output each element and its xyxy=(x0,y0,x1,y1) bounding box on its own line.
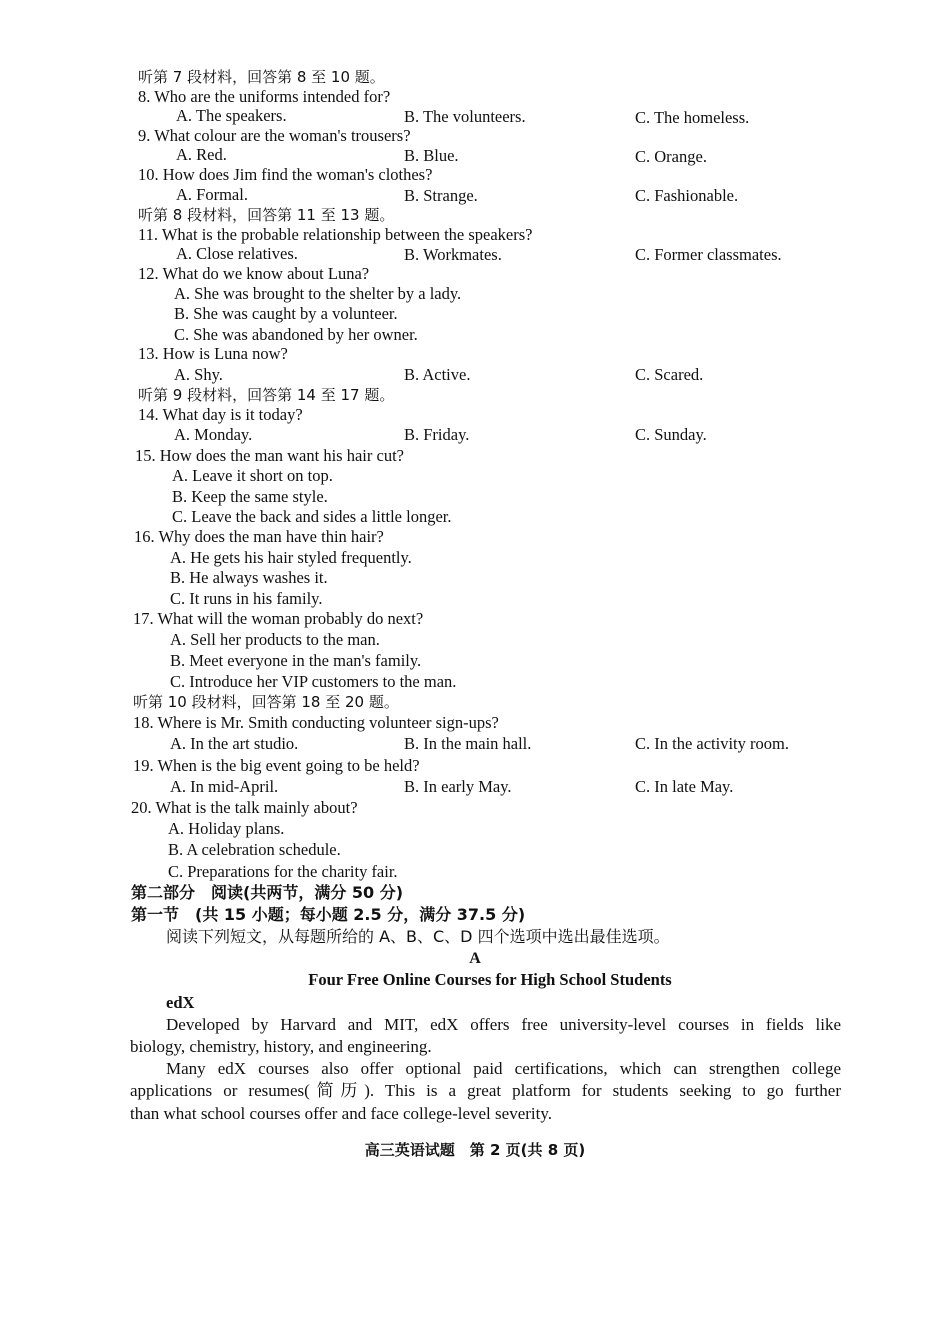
question-20-stem: 20. What is the talk mainly about? xyxy=(131,798,358,817)
passage-letter: A xyxy=(469,950,481,967)
question-15-option-b: B. Keep the same style. xyxy=(172,487,328,506)
question-10-option-c: C. Fashionable. xyxy=(635,186,739,205)
question-11-option-a: A. Close relatives. xyxy=(176,244,298,263)
passage-subtitle: edX xyxy=(166,993,195,1012)
question-13-stem: 13. How is Luna now? xyxy=(138,344,288,363)
question-16-option-a: A. He gets his hair styled frequently. xyxy=(170,548,412,567)
question-19-option-c: C. In late May. xyxy=(635,777,734,796)
question-19-stem: 19. When is the big event going to be held? xyxy=(133,756,420,775)
question-13-option-b: B. Active. xyxy=(404,365,471,384)
part-two-heading: 第二部分 阅读(共两节，满分 50 分) xyxy=(131,883,404,902)
section-9-heading: 听第 9 段材料，回答第 14 至 17 题。 xyxy=(138,386,395,404)
section-10-heading: 听第 10 段材料，回答第 18 至 20 题。 xyxy=(133,693,399,711)
paragraph-2-line-1: Many edX courses also offer optional paid certifications, which can strengthen college xyxy=(166,1059,841,1078)
question-17-stem: 17. What will the woman probably do next? xyxy=(133,609,424,628)
question-8-option-b: B. The volunteers. xyxy=(404,107,526,126)
question-18-stem: 18. Where is Mr. Smith conducting volunteer sign-ups? xyxy=(133,713,499,732)
paragraph-1-line-2: biology, chemistry, history, and engineering. xyxy=(130,1037,432,1056)
question-17-option-a: A. Sell her products to the man. xyxy=(170,630,380,649)
question-18-option-c: C. In the activity room. xyxy=(635,734,789,753)
question-12-option-b: B. She was caught by a volunteer. xyxy=(174,304,398,323)
question-8-option-c: C. The homeless. xyxy=(635,108,750,127)
question-10-stem: 10. How does Jim find the woman's clothes? xyxy=(138,165,433,184)
reading-instruction: 阅读下列短文，从每题所给的 A、B、C、D 四个选项中选出最佳选项。 xyxy=(166,927,670,946)
question-18-option-a: A. In the art studio. xyxy=(170,734,299,753)
question-14-option-c: C. Sunday. xyxy=(635,425,707,444)
question-8-option-a: A. The speakers. xyxy=(176,106,287,125)
question-13-option-c: C. Scared. xyxy=(635,365,704,384)
question-12-option-a: A. She was brought to the shelter by a lady. xyxy=(174,284,462,303)
question-12-option-c: C. She was abandoned by her owner. xyxy=(174,325,418,344)
question-15-option-c: C. Leave the back and sides a little longer. xyxy=(172,507,452,526)
question-13-option-a: A. Shy. xyxy=(174,365,223,384)
question-19-option-b: B. In early May. xyxy=(404,777,512,796)
question-16-option-b: B. He always washes it. xyxy=(170,568,328,587)
question-17-option-b: B. Meet everyone in the man's family. xyxy=(170,651,422,670)
section-one-heading: 第一节 (共 15 小题；每小题 2.5 分，满分 37.5 分) xyxy=(131,905,526,924)
paragraph-2-line-3: than what school courses offer and face college-level severity. xyxy=(130,1104,552,1123)
question-20-option-b: B. A celebration schedule. xyxy=(168,840,341,859)
section-8-heading: 听第 8 段材料，回答第 11 至 13 题。 xyxy=(138,206,395,224)
paragraph-2-line-2: applications or resumes(简历). This is a great platform for students seeking to go further xyxy=(130,1081,841,1100)
question-20-option-a: A. Holiday plans. xyxy=(168,819,285,838)
question-11-stem: 11. What is the probable relationship between the speakers? xyxy=(138,225,533,244)
question-15-option-a: A. Leave it short on top. xyxy=(172,466,333,485)
question-18-option-b: B. In the main hall. xyxy=(404,734,532,753)
section-7-heading: 听第 7 段材料，回答第 8 至 10 题。 xyxy=(138,68,385,86)
question-17-option-c: C. Introduce her VIP customers to the man. xyxy=(170,672,457,691)
question-9-option-b: B. Blue. xyxy=(404,146,459,165)
question-14-stem: 14. What day is it today? xyxy=(138,405,303,424)
question-16-stem: 16. Why does the man have thin hair? xyxy=(134,527,384,546)
paragraph-1-line-1: Developed by Harvard and MIT, edX offers free university-level courses in fields like xyxy=(166,1015,841,1034)
question-14-option-b: B. Friday. xyxy=(404,425,470,444)
question-8-stem: 8. Who are the uniforms intended for? xyxy=(138,87,391,106)
question-9-option-a: A. Red. xyxy=(176,145,227,164)
question-12-stem: 12. What do we know about Luna? xyxy=(138,264,370,283)
question-11-option-c: C. Former classmates. xyxy=(635,245,782,264)
question-9-option-c: C. Orange. xyxy=(635,147,707,166)
question-10-option-b: B. Strange. xyxy=(404,186,478,205)
question-19-option-a: A. In mid-April. xyxy=(170,777,279,796)
question-14-option-a: A. Monday. xyxy=(174,425,253,444)
question-10-option-a: A. Formal. xyxy=(176,185,248,204)
passage-title: Four Free Online Courses for High School Students xyxy=(308,970,672,989)
page-footer: 高三英语试题 第 2 页(共 8 页) xyxy=(364,1141,586,1159)
question-20-option-c: C. Preparations for the charity fair. xyxy=(168,862,398,881)
question-16-option-c: C. It runs in his family. xyxy=(170,589,323,608)
question-11-option-b: B. Workmates. xyxy=(404,245,502,264)
question-9-stem: 9. What colour are the woman's trousers? xyxy=(138,126,411,145)
question-15-stem: 15. How does the man want his hair cut? xyxy=(135,446,404,465)
